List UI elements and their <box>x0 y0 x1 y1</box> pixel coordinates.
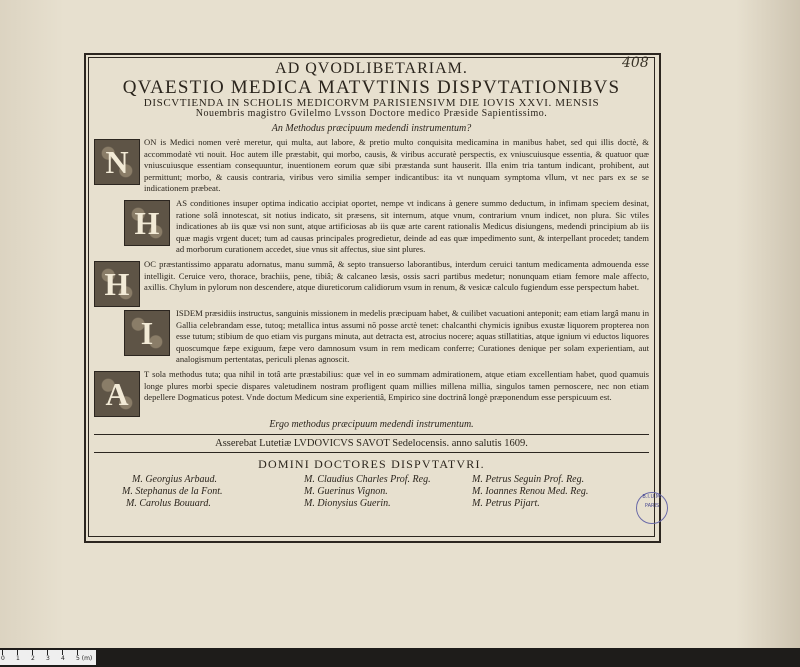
paragraph-1 <box>94 137 649 195</box>
decorated-initial-n: N <box>94 139 140 185</box>
title-line-2: QVAESTIO MEDICA MATVTINIS DISPVTATIONIBVS <box>122 77 621 98</box>
paragraph-1-text: ON is Medici nomen verè meretur, qui multa, aut labore, & pretio multo conquisita medicamina in manibus habet, sed qui illis doctè, & accommodatè vti nouit. Hoc autem ille præstabit, qui morbo, causis, & viribus accuratè perspectis, ex vniuscuiusque essentia, & quatuor quæ vniuscuiusque essentiam consequuntur, inuentionem eorum quæ sibi præstanda sunt hauserit. Illa enim tria tantum indicant, prohibent, aut permittunt; morbo, & causis contraria, viribus vero similia semper indicantibus: ita vt nunquam symptoma vllum, vt nec pars ex se se indicationem præbeat. <box>144 137 649 194</box>
paragraph-3-text: OC præstantissimo apparatu adornatus, manu summâ, & septo transuerso laborantibus, interdum ceruici tantum medicamenta admouenda esse intelligit. Ceruice vero, thorace, brachiis, pene, tibiâ; & calcaneo læsis, ossis sacri partibus medetur; nonunquam etiam femore male affecto, axillis. Chylum in pylorum non descendere, atque diureticorum calidiorum vsum in renum, & vesicæ calculo fugiendum esse perspectum habet. <box>144 258 649 293</box>
decorated-initial-h: H <box>124 200 170 246</box>
scale-ruler <box>0 648 800 667</box>
paragraph-4-text: ISDEM præsidiis instructus, sanguinis missionem in medelis præcipuam habet, & cuilibet vacuationi anteponit; eam etiam largâ manu in Gallia celebrandam esse, tutoq; metallica intus assumi nō posse arctè tenet: chalcanthi chymicis ignibus exustæ liquorem propterea non esse tutum; stibium de quo etiam vis purgans minuta, aut detracta est, atrocius nocere; aquas stillatitias, atque ignium vi eductos liquores quoscumque fæpe exiguum, fæpe vero damnosum vsum in rem medicam conferre; Curationes denique per solam experientiam, aut analogismum pertentatas, periculi plenas agnoscit. <box>176 307 649 365</box>
paragraph-2 <box>94 198 649 256</box>
doctor-name: M. Carolus Bouuard. <box>126 497 211 509</box>
doctor-name: M. Claudius Charles Prof. Reg. <box>304 473 431 485</box>
decorated-initial-a: A <box>94 371 140 417</box>
doctors-list <box>94 474 649 526</box>
library-stamp: B.I.U.M. PARIS <box>636 492 668 524</box>
paragraph-2-text: AS conditiones insuper optima indicatio accipiat oportet, nempe vt indicans à genere summo deductum, in infimam speciem desinat, ratione solâ innotescat, sit notius indicato, sit præsens, sit internum, atque vnum, contrarium vnum indicet, non plura. Sic vtiles indicationes ab iis quæ vsi non sunt, atque artificiosas ab iis quæ arte carent rationalis Medicus disiungens, medendi principium ab iis quæ magis vrgent ducet; tum ad causas principales progredietur, deinde ad eas quæ impedimento sunt, & interpellant procedet; tandem ad morborum curationem accedet, siue vnus sit affectus, siue sint plures. <box>176 197 649 255</box>
ruler-label: 0 <box>1 655 5 662</box>
decorated-initial-h: H <box>94 261 140 307</box>
title-line-4: Nouembris magistro Gvilelmo Lvsson Doctore medico Præside Sapientissimo. <box>195 108 548 119</box>
doctors-column-2 <box>304 474 431 510</box>
doctor-name: M. Petrus Pijart. <box>472 497 540 509</box>
asserebat-line: Asserebat Lutetiæ LVDOVICVS SAVOT Sedelocensis. anno salutis 1609. <box>215 437 528 449</box>
doctor-name: M. Georgius Arbaud. <box>132 473 217 485</box>
doctor-name: M. Ioannes Renou Med. Reg. <box>472 485 589 497</box>
ruler-label: 4 <box>61 655 65 662</box>
divider <box>94 434 649 435</box>
doctors-column-3 <box>472 474 588 510</box>
paragraph-5-text: T sola methodus tuta; qua nihil in totâ arte præstabilius: quæ vel in eo summam admirationem, atque etiam excellentiam habet, quod quamuis longe plures morbi specie dispares valetudinem nostram profligent quam millies millena millia, singulos tamen pernoscere, nec non etiam depellere Dogmaticus potest. Vnde doctum Medicum sine experientiâ, Empirico sine doctrinâ longè præponendum esse perspicuum est. <box>144 368 649 403</box>
doctor-name: M. Petrus Seguin Prof. Reg. <box>472 473 585 485</box>
title-line-3: DISCVTIENDA IN SCHOLIS MEDICORVM PARISIENSIVM DIE IOVIS XXVI. MENSIS <box>143 97 600 109</box>
divider <box>94 452 649 453</box>
paragraph-5 <box>94 369 649 415</box>
doctors-heading: DOMINI DOCTORES DISPVTATVRI. <box>258 456 485 471</box>
title-line-1: AD QVODLIBETARIAM. <box>275 60 468 77</box>
ruler-label: 1 <box>16 655 20 662</box>
doctor-name: M. Stephanus de la Font. <box>122 485 223 497</box>
conclusion-line: Ergo methodus præcipuum medendi instrumentum. <box>269 418 474 430</box>
question-line: An Methodus præcipuum medendi instrumentum? <box>271 123 472 134</box>
doctor-name: M. Dionysius Guerin. <box>304 497 391 509</box>
page-number: 408 <box>622 55 649 71</box>
ruler-label: 2 <box>31 655 35 662</box>
thesis-content <box>94 58 649 532</box>
doctors-column-1 <box>122 474 223 510</box>
decorated-initial-i: I <box>124 310 170 356</box>
ruler-strip <box>0 650 96 665</box>
ruler-label: 3 <box>46 655 50 662</box>
doctor-name: M. Guerinus Vignon. <box>304 485 388 497</box>
ruler-label: 5 (m) <box>76 655 93 662</box>
paragraph-3 <box>94 259 649 305</box>
paragraph-4 <box>94 308 649 366</box>
